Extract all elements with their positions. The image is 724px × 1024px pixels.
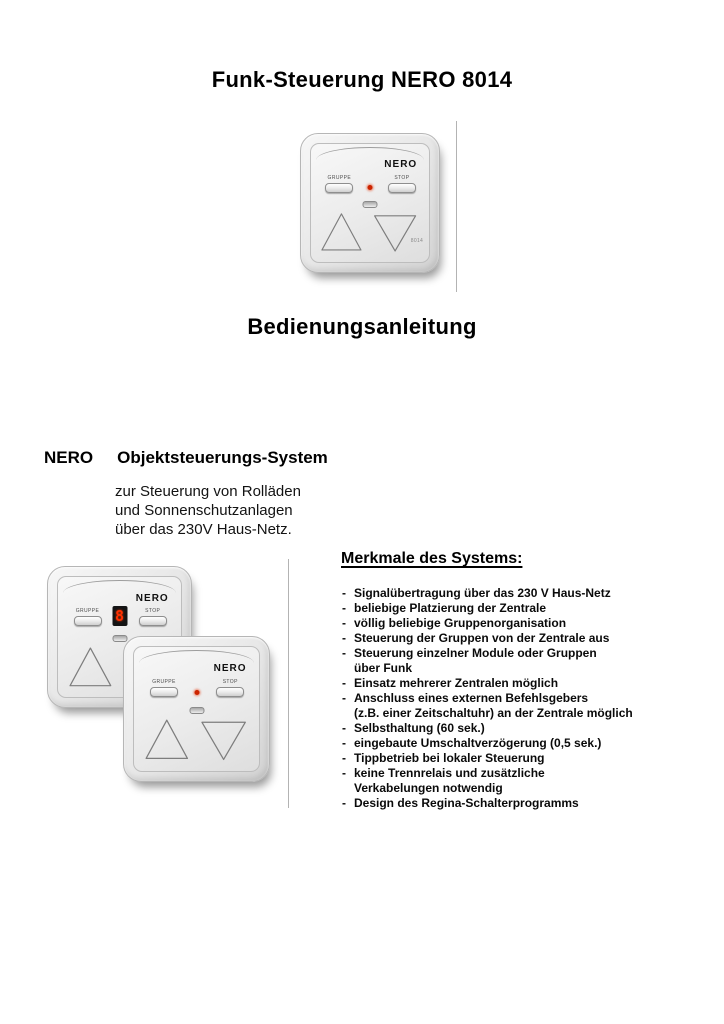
gruppe-button (325, 183, 353, 193)
stop-control (383, 175, 421, 193)
bullet-dash: - (342, 676, 346, 690)
nero-logo: NERO (213, 663, 247, 675)
ir-lens (363, 201, 378, 208)
switch-face (133, 646, 260, 772)
nero-switch-hero (300, 133, 440, 273)
gruppe-label: GRUPPE (75, 608, 100, 615)
page-subtitle: Bedienungsanleitung (247, 314, 477, 339)
arrow-buttons (143, 715, 251, 763)
features-list (341, 586, 701, 811)
stop-button (388, 183, 416, 193)
bullet-dash: - (342, 691, 346, 705)
feature-item (341, 586, 701, 601)
feature-item (341, 601, 701, 616)
gruppe-label: GRUPPE (327, 174, 352, 181)
stop-label: STOP (394, 174, 410, 181)
system-heading (44, 448, 328, 468)
gruppe-control (144, 679, 184, 697)
gruppe-control (68, 608, 107, 626)
bullet-dash: - (342, 646, 346, 660)
feature-text: Tippbetrieb bei lokaler Steuerung (354, 751, 545, 765)
stop-label: STOP (222, 679, 238, 686)
nero-logo: NERO (384, 159, 418, 171)
feature-item (341, 796, 701, 811)
feature-text-cont: über Funk (354, 661, 413, 675)
arrow-buttons (319, 209, 420, 254)
feature-text-cont: Verkabelungen notwendig (354, 781, 503, 795)
up-arrow-icon (322, 214, 361, 250)
feature-item (341, 721, 701, 736)
stop-control (133, 608, 172, 626)
bullet-dash: - (342, 766, 346, 780)
feature-item (341, 631, 701, 646)
bullet-dash: - (342, 721, 346, 735)
intro-line: zur Steuerung von Rolläden (115, 483, 301, 500)
photo-edge-line (456, 121, 457, 292)
device-photo-pair (47, 566, 292, 812)
segment-display: 8 (112, 606, 127, 626)
bullet-dash: - (342, 601, 346, 615)
feature-text: keine Trennrelais und zusätzliche (354, 766, 545, 780)
nero-logo: NERO (135, 592, 169, 604)
feature-item (341, 736, 701, 751)
up-arrow-icon (146, 720, 187, 758)
feature-item (341, 751, 701, 766)
feature-item (341, 676, 701, 691)
stop-label: STOP (145, 608, 161, 615)
down-arrow-icon (375, 216, 416, 251)
stop-button (216, 687, 244, 697)
feature-item (341, 766, 701, 796)
model-number: 8014 (410, 238, 424, 245)
bullet-dash: - (342, 751, 346, 765)
intro-paragraph (115, 482, 301, 539)
led-indicator (194, 690, 199, 695)
feature-text: Selbsthaltung (60 sek.) (354, 721, 485, 735)
bullet-dash: - (342, 631, 346, 645)
gruppe-button (150, 687, 178, 697)
bullet-dash: - (342, 736, 346, 750)
up-arrow-icon (70, 648, 111, 686)
feature-text: Steuerung der Gruppen von der Zentrale aus (354, 631, 610, 645)
feature-text: eingebaute Umschaltverzögerung (0,5 sek.) (354, 736, 602, 750)
gruppe-control (320, 175, 358, 193)
feature-item (341, 616, 701, 631)
feature-text: Einsatz mehrerer Zentralen möglich (354, 676, 559, 690)
gruppe-label: GRUPPE (152, 679, 176, 686)
ir-lens (112, 635, 127, 642)
ir-lens (189, 707, 204, 714)
bullet-dash: - (342, 616, 346, 630)
gruppe-button (74, 616, 102, 626)
page-title: Funk-Steuerung NERO 8014 (211, 67, 513, 92)
nero-switch-modul (123, 636, 270, 782)
bullet-dash: - (342, 586, 346, 600)
intro-line: über das 230V Haus-Netz. (115, 521, 292, 538)
led-indicator (368, 185, 373, 190)
system-heading-text: Objektsteuerungs-System (117, 448, 328, 467)
system-heading-brand: NERO (44, 448, 94, 467)
feature-text: Design des Regina-Schalterprogramms (354, 796, 579, 810)
down-arrow-icon (202, 722, 245, 759)
bullet-dash: - (342, 796, 346, 810)
features-section (341, 550, 701, 811)
stop-control (210, 679, 250, 697)
feature-text: Signalübertragung über das 230 V Haus-Netz (354, 586, 611, 600)
feature-text-cont: (z.B. einer Zeitschaltuhr) an der Zentrale möglich (354, 706, 633, 720)
feature-text: völlig beliebige Gruppenorganisation (354, 616, 567, 630)
features-heading: Merkmale des Systems: (341, 550, 523, 567)
feature-text: Anschluss eines externen Befehlsgebers (354, 691, 589, 705)
feature-item (341, 646, 701, 676)
stop-button (139, 616, 167, 626)
intro-line: und Sonnenschutzanlagen (115, 502, 293, 519)
feature-text: beliebige Platzierung der Zentrale (354, 601, 547, 615)
feature-text: Steuerung einzelner Module oder Gruppen (354, 646, 597, 660)
feature-item (341, 691, 701, 721)
switch-face (310, 143, 430, 263)
